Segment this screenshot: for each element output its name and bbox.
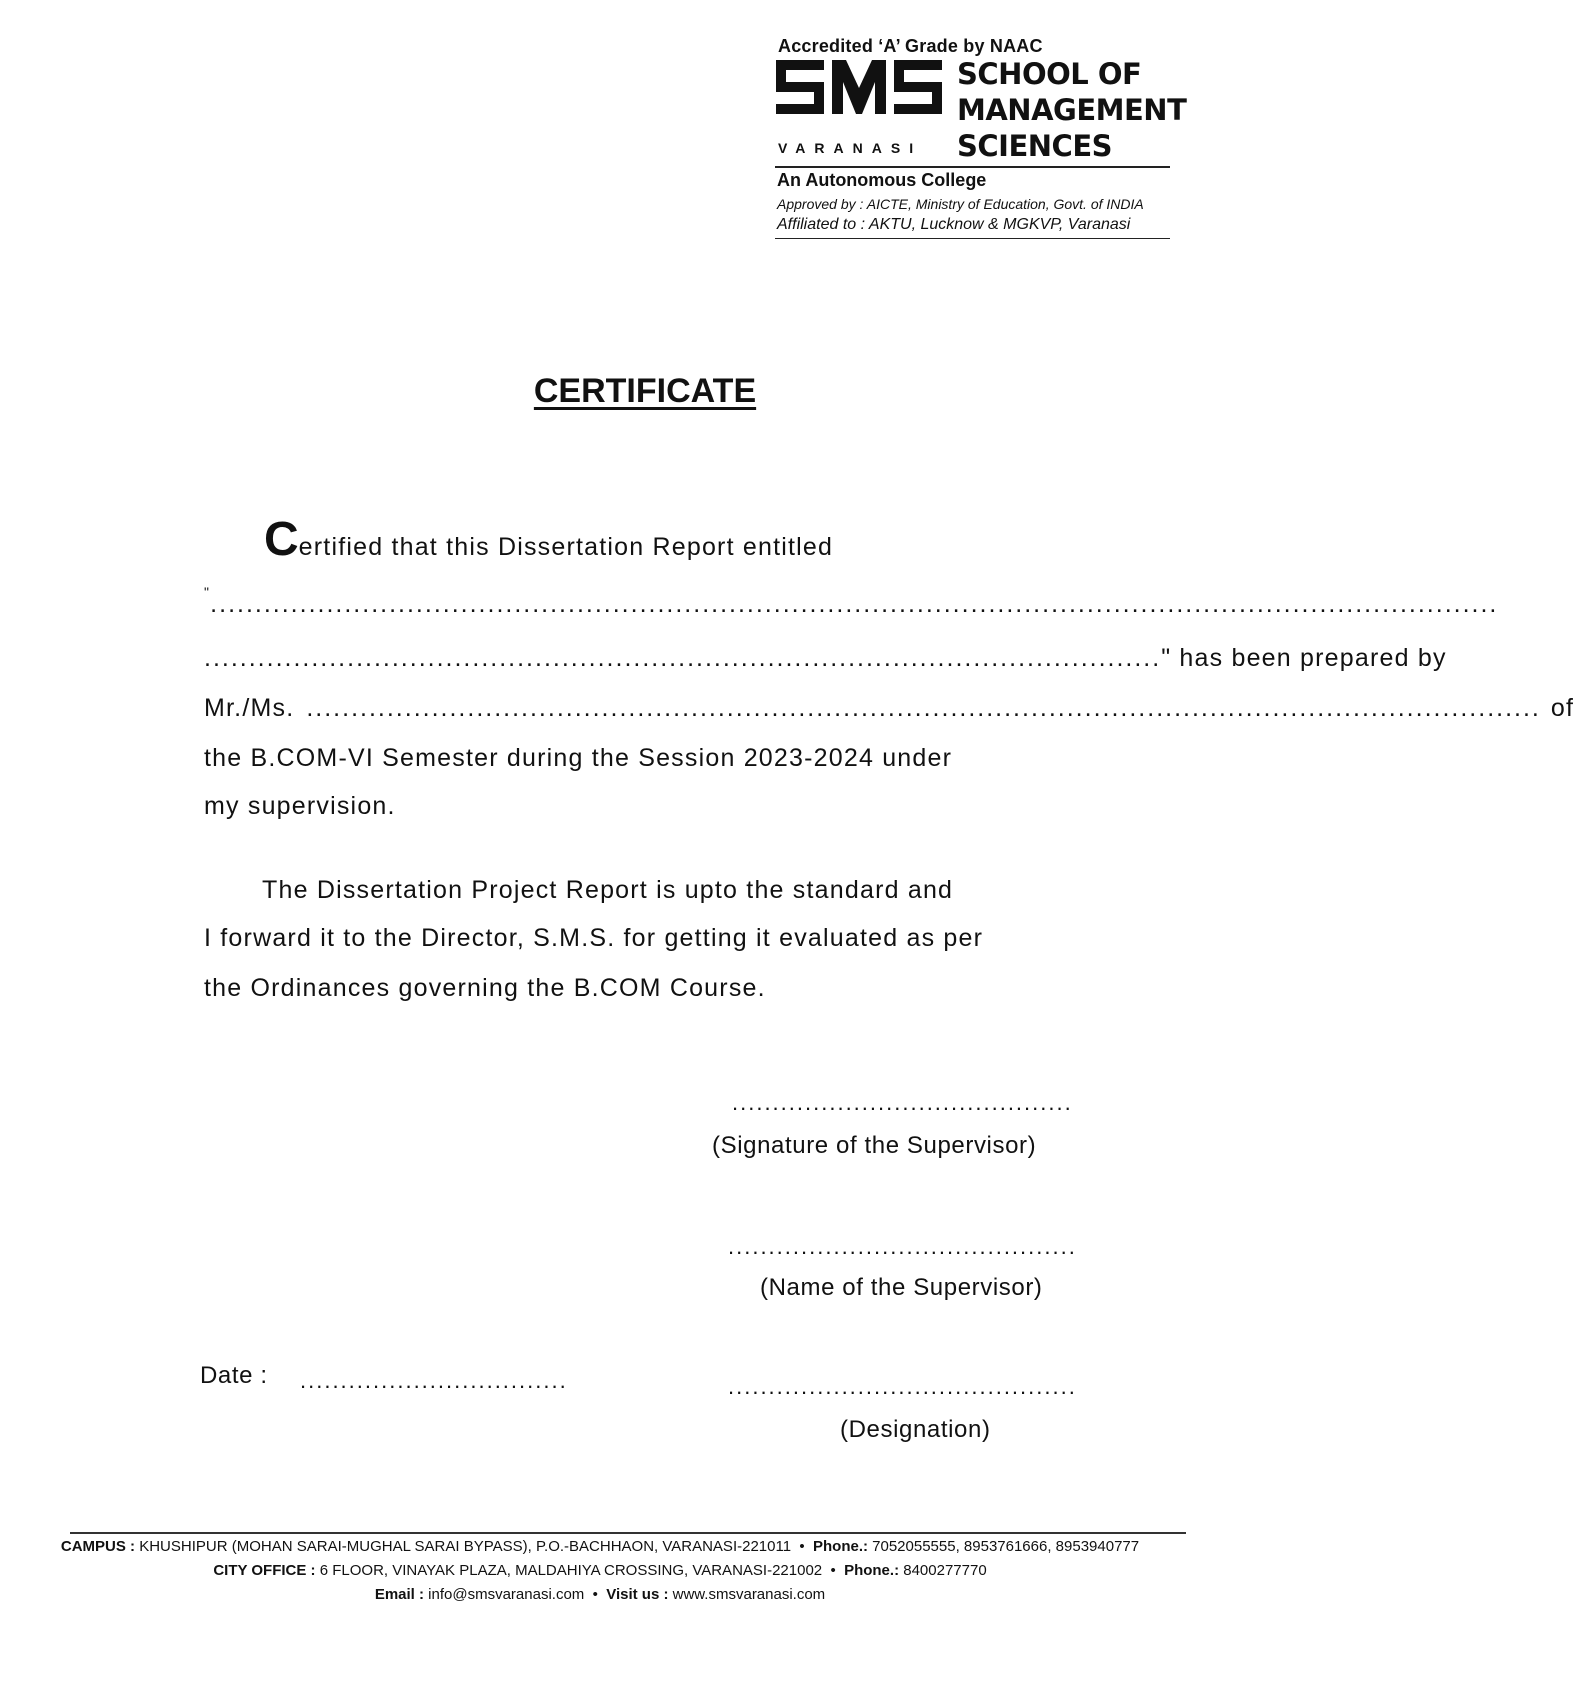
header-divider	[775, 166, 1170, 168]
city-office-address: 6 FLOOR, VINAYAK PLAZA, MALDAHIYA CROSSING, VARANASI-221002	[319, 1562, 823, 1579]
date-blank: .................................	[300, 1368, 568, 1393]
open-quote: "	[204, 584, 211, 600]
campus-label: CAMPUS :	[60, 1538, 136, 1555]
city-phone: 8400277770	[903, 1562, 987, 1579]
visit-label: Visit us :	[606, 1586, 669, 1603]
para2-line-1: The Dissertation Project Report is upto the standard and	[262, 876, 954, 904]
header-underline	[775, 238, 1170, 239]
approved-by-text: Approved by : AICTE, Ministry of Education, Govt. of INDIA	[777, 196, 1144, 212]
affiliated-to-text: Affiliated to : AKTU, Lucknow & MGKVP, Varanasi	[777, 216, 1131, 233]
of-text: of	[1550, 694, 1574, 722]
campus-address: KHUSHIPUR (MOHAN SARAI-MUGHAL SARAI BYPASS), P.O.-BACHHAON, VARANASI-221011	[139, 1538, 792, 1555]
title-blank-dots: ................................................................................................................................................	[210, 590, 1499, 618]
supervision-line: my supervision.	[204, 792, 396, 820]
college-name	[957, 56, 1186, 164]
autonomous-text: An Autonomous College	[777, 170, 987, 190]
title-blank-line-2	[204, 644, 1447, 673]
signature-blank: ..........................................	[732, 1090, 1073, 1115]
mr-ms-label: Mr./Ms.	[204, 694, 295, 722]
student-name-line	[204, 694, 1574, 723]
certificate-line-1	[264, 512, 1084, 567]
footer-divider	[70, 1532, 1186, 1534]
supervisor-name-label: (Name of the Supervisor)	[760, 1274, 1043, 1301]
footer-city-office-line	[0, 1562, 1200, 1579]
designation-blank: ...........................................	[728, 1374, 1077, 1399]
campus-phone: 7052055555, 8953761666, 8953940777	[872, 1538, 1140, 1555]
prepared-by-text: " has been prepared by	[1161, 644, 1447, 672]
date-label: Date :	[200, 1362, 268, 1389]
footer-campus-line	[0, 1538, 1200, 1555]
city-office-label: CITY OFFICE :	[213, 1562, 316, 1579]
campus-phone-label: Phone.:	[812, 1538, 868, 1555]
bullet: •	[795, 1538, 809, 1555]
email-link[interactable]: info@smsvaranasi.com	[428, 1586, 585, 1603]
para2-line-3: the Ordinances governing the B.COM Course.	[204, 974, 766, 1002]
bullet: •	[826, 1562, 840, 1579]
line-1-text: ertified that this Dissertation Report entitled	[298, 533, 834, 561]
footer-contact-line	[0, 1586, 1200, 1603]
page-title: CERTIFICATE	[533, 372, 757, 410]
initial-capital: C	[264, 513, 299, 566]
title-blank-dots-2: ...........................................................................................................	[204, 644, 1162, 672]
email-label: Email :	[374, 1586, 424, 1603]
college-name-line-2: MANAGEMENT	[957, 93, 1187, 127]
accreditation-text: Accredited ‘A’ Grade by NAAC	[778, 36, 1043, 56]
bullet: •	[588, 1586, 603, 1603]
designation-label: (Designation)	[840, 1416, 991, 1443]
supervisor-signature-label: (Signature of the Supervisor)	[712, 1132, 1037, 1159]
college-name-line-1: SCHOOL OF	[957, 57, 1142, 91]
logo-city: VARANASI	[778, 140, 923, 156]
semester-line: the B.COM-VI Semester during the Session 2023-2024 under	[204, 744, 953, 772]
supervisor-name-blank: ...........................................	[728, 1234, 1077, 1259]
college-name-line-3: SCIENCES	[957, 129, 1113, 163]
title-blank-line-1	[204, 584, 1499, 619]
para2-line-2: I forward it to the Director, S.M.S. for getting it evaluated as per	[204, 924, 984, 952]
student-name-dots: ..........................................................................................................................................	[306, 694, 1541, 722]
city-phone-label: Phone.:	[844, 1562, 900, 1579]
website-link[interactable]: www.smsvaranasi.com	[672, 1586, 826, 1603]
